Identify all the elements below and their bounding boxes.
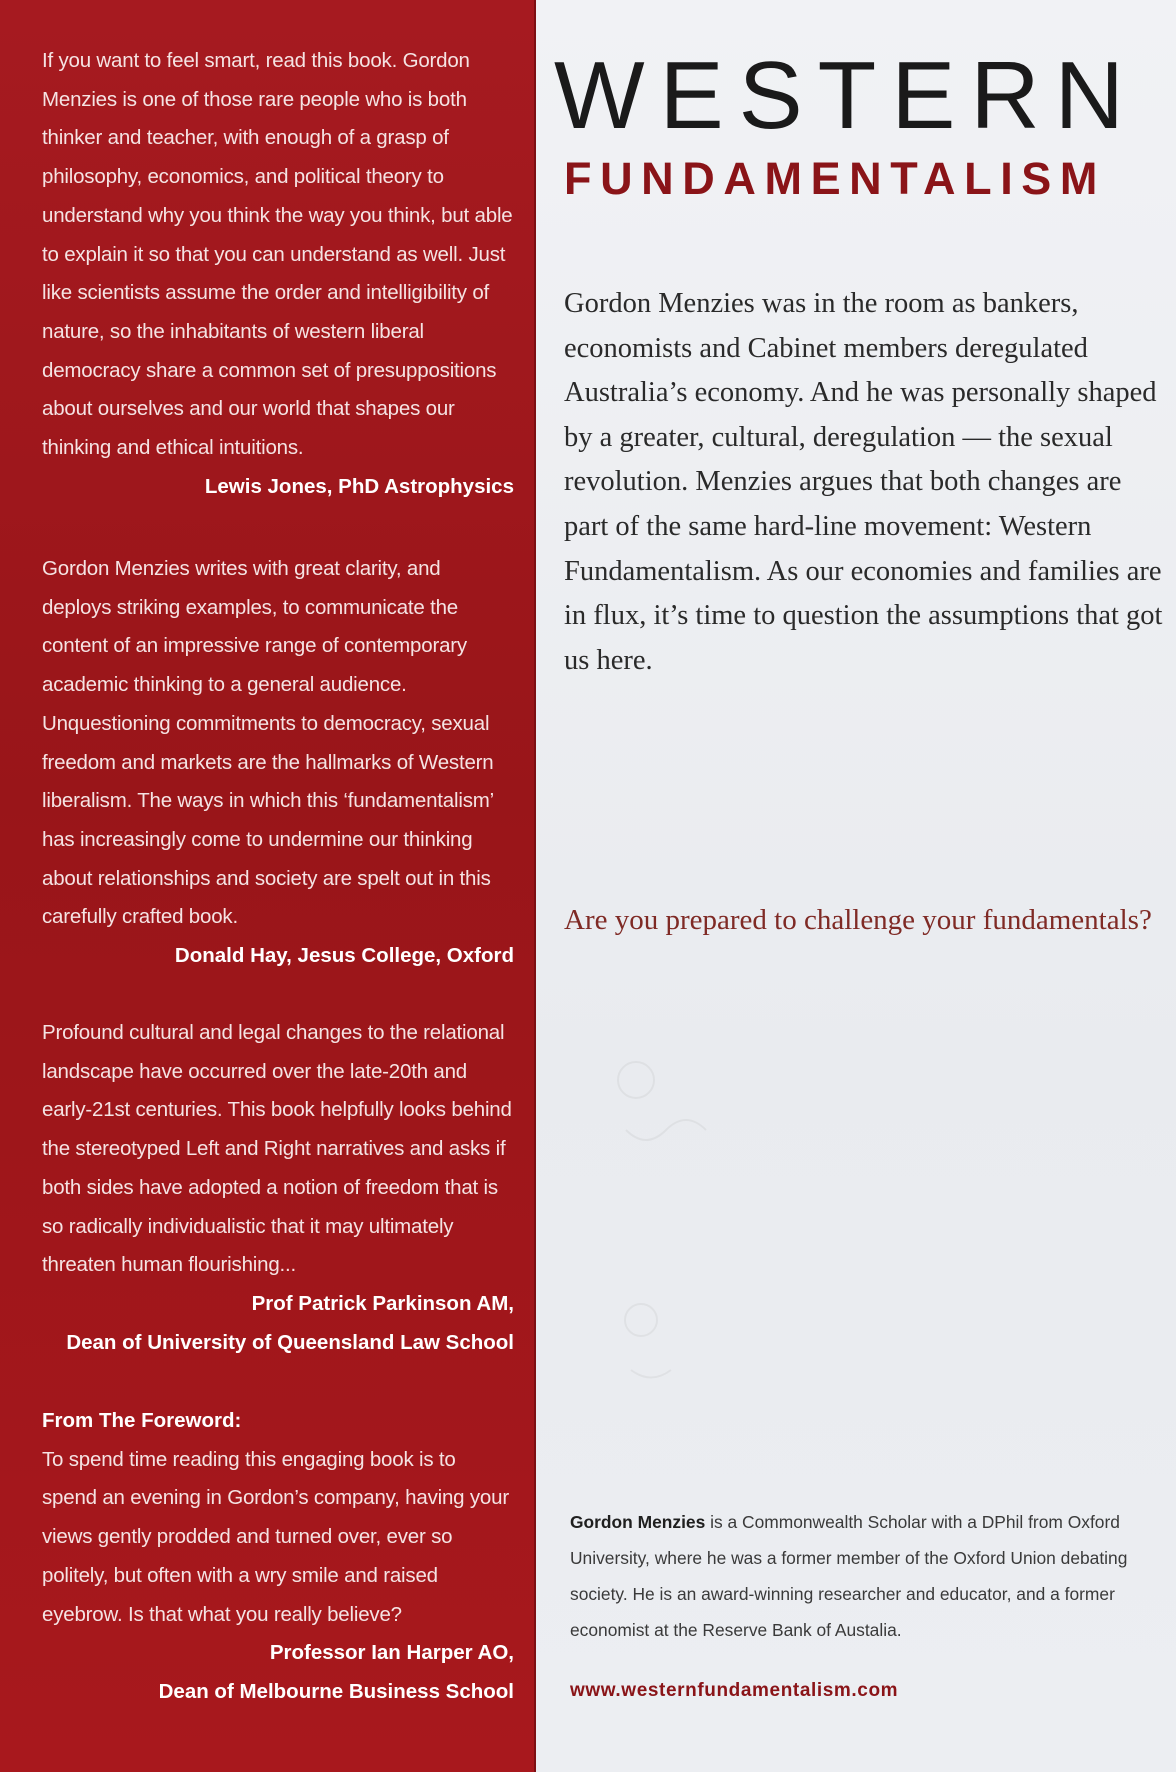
foreword-excerpt <box>42 1402 514 1712</box>
book-blurb: Gordon Menzies was in the room as bankers, economists and Cabinet members deregulated Australia’s economy. And he was personally shaped by a greater, cultural, deregulation — the sexual revolution. Menzies argues that both changes are part of the same hard-line movement: Western Fundamentalism. As our economies and families are in flux, it’s time to question the assumptions that got us here. <box>564 288 1163 676</box>
book-title-fundamentalism: FUNDAMENTALISM <box>564 153 1107 204</box>
endorsement-3-text: Profound cultural and legal changes to the relational landscape have occurred over the late-20th and early-21st centuries. This book helpfully looks behind the stereotyped Left and Right narratives and asks if both sides have adopted a notion of freedom that is so radically individualistic that it may ultimately threaten human flourishing... <box>42 1021 512 1277</box>
author-bio <box>570 1504 1170 1648</box>
website-link[interactable]: www.westernfundamentalism.com <box>570 1680 899 1701</box>
endorsement-3 <box>42 1014 514 1362</box>
book-title-western: WESTERN <box>554 42 1139 149</box>
endorsements-panel <box>0 0 536 1772</box>
description-panel <box>536 0 1176 1772</box>
author-bio-text: is a Commonwealth Scholar with a DPhil from Oxford University, where he was a former member of the Oxford Union debating society. He is an award-winning researcher and educator, and a former economist at the Reserve Bank of Austalia. <box>570 1512 1128 1640</box>
challenge-tagline: Are you prepared to challenge your fundamentals? <box>564 904 1152 936</box>
endorsement-3-author: Prof Patrick Parkinson AM, <box>251 1291 514 1315</box>
endorsement-2-text: Gordon Menzies writes with great clarity, and deploys striking examples, to communicate the content of an impressive range of contemporary academic thinking to a general audience. Unquestioning commitments to democracy, sexual freedom and markets are the hallmarks of Western liberalism. The ways in which this ‘fundamentalism’ has increasingly come to undermine our thinking about relationships and society are spelt out in this carefully crafted book. <box>42 557 494 929</box>
faint-stamp-mark <box>596 1020 736 1400</box>
endorsement-3-affiliation: Dean of University of Queensland Law School <box>66 1330 514 1354</box>
endorsement-2-author: Donald Hay, Jesus College, Oxford <box>174 944 514 968</box>
foreword-author: Professor Ian Harper AO, <box>269 1641 514 1665</box>
foreword-heading: From The Foreword: <box>42 1409 242 1432</box>
endorsement-1-text: If you want to feel smart, read this book. Gordon Menzies is one of those rare people who is both thinker and teacher, with enough of a grasp of philosophy, economics, and political theory to understand why you think the way you think, but able to explain it so that you can understand as well. Just like scientists assume the order and intelligibility of nature, so the inhabitants of western liberal democracy share a common set of presuppositions about ourselves and our world that shapes our thinking and ethical intuitions. <box>42 49 513 460</box>
foreword-text: To spend time reading this engaging book is to spend an evening in Gordon’s company, having your views gently prodded and turned over, ever so politely, but often with a wry smile and raised eyebrow. Is that what you really believe? <box>42 1447 509 1626</box>
author-bio-name: Gordon Menzies <box>570 1512 706 1532</box>
endorsement-1 <box>42 42 514 506</box>
endorsement-2 <box>42 550 514 976</box>
foreword-affiliation: Dean of Melbourne Business School <box>158 1679 514 1703</box>
endorsement-1-author: Lewis Jones, PhD Astrophysics <box>204 474 514 498</box>
